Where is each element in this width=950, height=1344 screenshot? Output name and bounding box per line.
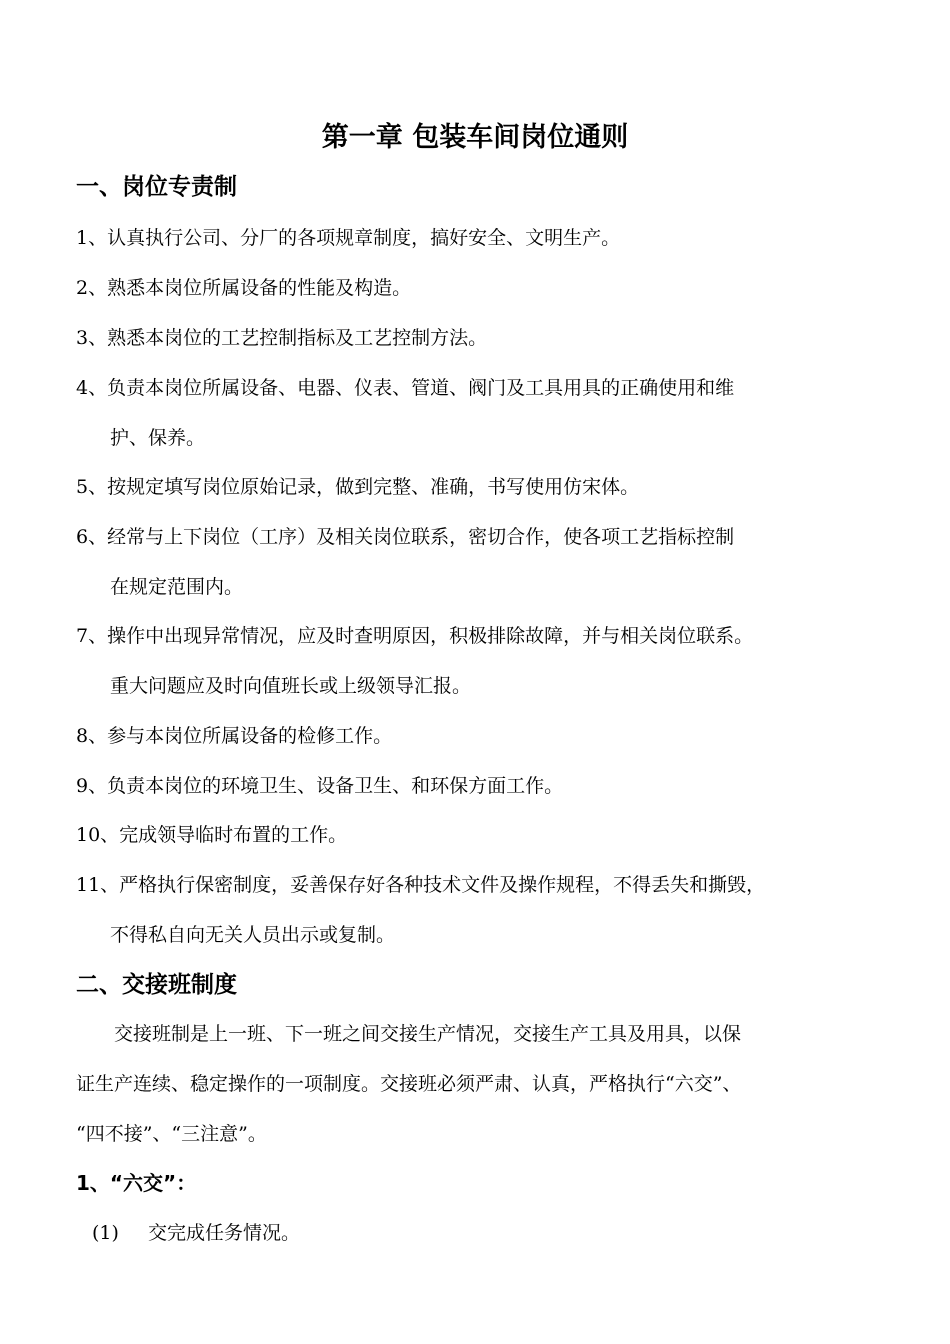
list-item: 2、熟悉本岗位所属设备的性能及构造。 (76, 277, 412, 299)
list-item: 10、完成领导临时布置的工作。 (76, 824, 348, 846)
list-item-continuation: 不得私自向无关人员出示或复制。 (110, 924, 396, 946)
list-item: 8、参与本岗位所属设备的检修工作。 (76, 725, 393, 747)
list-item: 5、按规定填写岗位原始记录，做到完整、准确，书写使用仿宋体。 (76, 476, 640, 498)
list-item-continuation: 在规定范围内。 (110, 576, 244, 598)
list-item: 6、经常与上下岗位（工序）及相关岗位联系，密切合作，使各项工艺指标控制 (76, 526, 735, 548)
list-item: 3、熟悉本岗位的工艺控制指标及工艺控制方法。 (76, 327, 488, 349)
sub-list-item (92, 1218, 300, 1248)
paragraph-line: 证生产连续、稳定操作的一项制度。交接班必须严肃、认真，严格执行“六交”、 (76, 1073, 742, 1095)
list-item: 4、负责本岗位所属设备、电器、仪表、管道、阀门及工具用具的正确使用和维 (76, 377, 735, 399)
sub-list-text: 交完成任务情况。 (148, 1222, 301, 1244)
section-heading-2: 二、交接班制度 (76, 972, 237, 998)
sub-heading: 1、“六交”： (76, 1171, 197, 1195)
section-heading-1: 一、岗位专责制 (76, 174, 237, 200)
list-item-continuation: 护、保养。 (110, 427, 206, 449)
paragraph-line: “四不接”、“三注意”。 (76, 1123, 267, 1145)
list-item-continuation: 重大问题应及时向值班长或上级领导汇报。 (110, 675, 472, 697)
list-item: 11、严格执行保密制度，妥善保存好各种技术文件及操作规程，不得丢失和撕毁， (76, 874, 766, 896)
list-item: 7、操作中出现异常情况，应及时查明原因，积极排除故障，并与相关岗位联系。 (76, 625, 754, 647)
chapter-title: 第一章 包装车间岗位通则 (321, 122, 629, 153)
sub-list-number: (1) (92, 1222, 119, 1244)
list-item: 9、负责本岗位的环境卫生、设备卫生、和环保方面工作。 (76, 775, 564, 797)
list-item: 1、认真执行公司、分厂的各项规章制度，搞好安全、文明生产。 (76, 227, 621, 249)
paragraph-line: 交接班制是上一班、下一班之间交接生产情况，交接生产工具及用具，以保 (114, 1023, 742, 1045)
